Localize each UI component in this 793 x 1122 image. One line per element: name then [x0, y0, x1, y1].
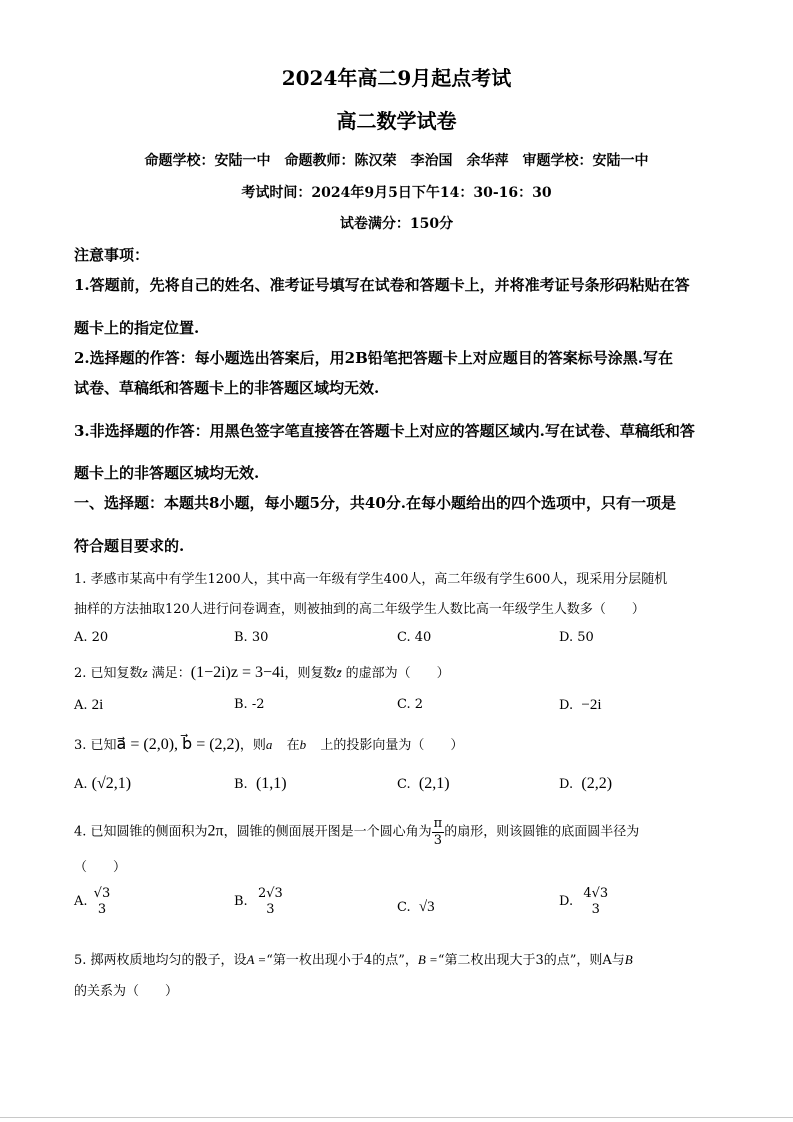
q4-option-a-label: A. [74, 894, 88, 910]
q2-prefix: 2. 已知复数 [74, 666, 143, 681]
notice-item-2-line1: 2.选择题的作答：每小题选出答案后，用2B铅笔把答题卡上对应题目的答案标号涂黑.写在 [74, 349, 674, 367]
q4-option-b-denominator: 3 [266, 901, 275, 917]
q3-var-b: b⃗ [299, 737, 317, 752]
notice-item-2-line2: 试卷、草稿纸和答题卡上的非答题区域均无效. [74, 379, 380, 397]
q5-event-a: A = [246, 952, 267, 967]
q4-option-a [74, 886, 112, 917]
q2-option-d-label: D. [559, 698, 574, 713]
q4-angle-fraction [432, 816, 445, 848]
authors-line: 命题学校：安陆一中 命题教师：陈汉荣 李治国 余华萍 审题学校：安陆一中 [144, 153, 649, 169]
q4-option-c [397, 899, 435, 916]
q4-option-a-denominator: 3 [97, 901, 107, 917]
q2-suffix: 的虚部为（ ） [341, 666, 450, 681]
q5-event-b: B = [417, 952, 438, 967]
notice-item-3-line2: 题卡上的非答题区城均无效. [74, 464, 260, 482]
question-1-line2: 抽样的方法抽取120人进行问卷调查，则被抽到的高二年级学生人数比高一年级学生人数多（ ） [74, 602, 645, 617]
q5-text-a: “第一枚出现小于4的点”， [266, 953, 418, 968]
q3-option-d-value: (2,2) [581, 775, 613, 792]
section-1-heading-line2: 符合题目要求的. [74, 537, 185, 555]
q3-var-a: a⃗ [265, 737, 283, 752]
q2-option-a-label: A. [74, 698, 88, 713]
q2-option-c: C. 2 [397, 697, 424, 712]
q3-mid2: 在 [282, 738, 300, 753]
q4-option-b-numerator: 2√3 [257, 886, 283, 901]
notice-item-1-line2: 题卡上的指定位置. [74, 319, 200, 337]
question-4 [74, 816, 639, 848]
q4-option-d-denominator: 3 [591, 901, 600, 917]
paper-subtitle: 高二数学试卷 [336, 109, 457, 133]
q4-option-d-label: D. [559, 894, 574, 910]
q2-var-zbar: z̄ [336, 665, 342, 680]
page-bottom-rule [0, 1117, 793, 1118]
q5-text-b: “第二枚出现大于3的点”，则A与 [437, 953, 625, 968]
q3-option-d-label: D. [559, 777, 574, 792]
q3-option-a [74, 775, 131, 793]
q2-option-a [74, 697, 103, 714]
q1-option-a: A. 20 [74, 630, 109, 645]
q2-var-z: z [142, 665, 148, 680]
q1-option-d: D. 50 [559, 630, 594, 645]
q2-option-b: B. -2 [234, 697, 265, 712]
q4-area: 2π [207, 822, 224, 840]
question-4-line2: （ ） [74, 860, 127, 875]
q4-option-d [559, 886, 610, 917]
section-1-heading: 一、选择题：本题共8小题，每小题5分，共40分.在每小题给出的四个选项中，只有一项是 [74, 494, 676, 512]
q4-option-c-value: √3 [418, 899, 435, 915]
q2-option-a-value: 2i [91, 697, 104, 713]
q4-angle-denominator: 3 [433, 832, 443, 848]
q4-option-c-label: C. [397, 900, 411, 915]
q3-mid: ，则 [239, 738, 266, 753]
q3-option-c-label: C. [397, 777, 411, 792]
q2-equation: (1−2i)z = 3−4i [190, 664, 285, 681]
q4-option-d-fraction [581, 886, 610, 917]
q5-var-b: B [624, 952, 633, 967]
q3-option-d [559, 775, 612, 793]
q3-suffix: 上的投影向量为（ ） [316, 738, 464, 753]
q2-mid: 满足： [147, 666, 191, 681]
notice-item-3-line1: 3.非选择题的作答：用黑色签字笔直接答在答题卡上对应的答题区域内.写在试卷、草稿纸和答 [74, 422, 695, 440]
q4-option-a-numerator: √3 [93, 886, 111, 901]
full-score: 试卷满分：150分 [339, 216, 454, 232]
notice-heading: 注意事项： [74, 246, 150, 264]
q4-option-a-fraction [92, 886, 113, 917]
q3-option-a-value: (√2,1) [91, 775, 132, 792]
q4-suffix: 的扇形，则该圆锥的底面圆半径为 [444, 824, 640, 840]
question-5-line2: 的关系为（ ） [74, 984, 179, 999]
q4-option-b [234, 886, 285, 917]
question-1-line1: 1. 孝感市某高中有学生1200人，其中高一年级有学生400人，高二年级有学生600人，现采用分层随机 [74, 572, 668, 587]
q2-option-d-value: −2i [581, 697, 602, 713]
question-2 [74, 662, 450, 682]
q2-mid2: ，则复数 [284, 666, 337, 681]
q3-option-c-value: (2,1) [418, 775, 450, 792]
q3-option-a-label: A. [74, 777, 88, 792]
question-3 [74, 734, 463, 754]
q1-option-b: B. 30 [234, 630, 269, 645]
exam-title: 2024年高二9月起点考试 [281, 66, 512, 90]
q4-option-d-numerator: 4√3 [583, 886, 609, 901]
q3-option-b [234, 775, 287, 793]
q2-option-d [559, 697, 602, 714]
q1-option-c: C. 40 [397, 630, 432, 645]
q4-mid: ，圆锥的侧面展开图是一个圆心角为 [223, 824, 432, 840]
q5-prefix: 5. 掷两枚质地均匀的骰子，设 [74, 953, 247, 968]
q3-option-c [397, 775, 450, 793]
q3-vectors: a⃗ = (2,0), b⃗ = (2,2) [116, 736, 240, 753]
question-5 [74, 949, 633, 968]
q3-prefix: 3. 已知 [74, 738, 117, 753]
notice-item-1-line1: 1.答题前，先将自己的姓名、准考证号填写在试卷和答题卡上，并将准考证号条形码粘贴在答 [74, 276, 690, 294]
exam-time: 考试时间：2024年9月5日下午14：30-16：30 [241, 185, 552, 201]
q3-option-b-label: B. [234, 777, 248, 792]
q4-option-b-fraction [256, 886, 285, 917]
q4-prefix: 4. 已知圆锥的侧面积为 [74, 824, 208, 840]
q4-angle-numerator: π [433, 816, 443, 831]
q3-option-b-value: (1,1) [255, 775, 287, 792]
q4-option-b-label: B. [234, 894, 248, 910]
